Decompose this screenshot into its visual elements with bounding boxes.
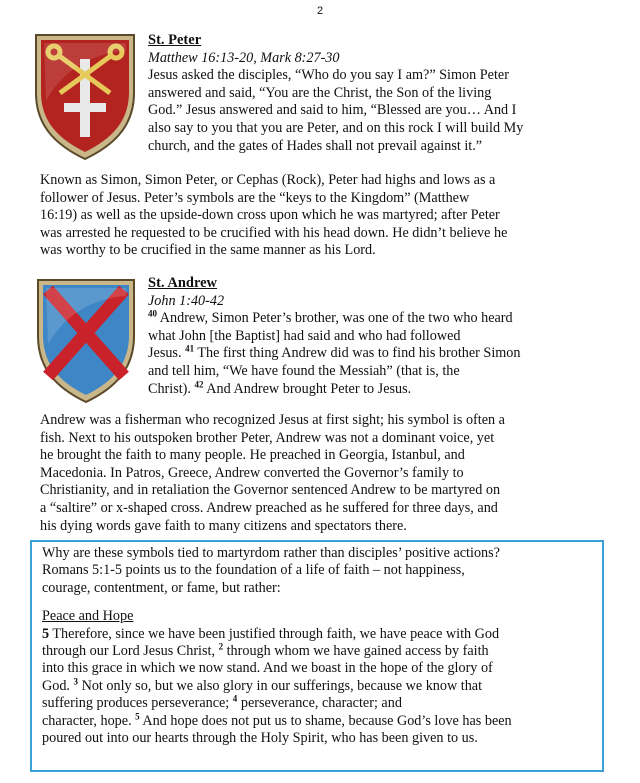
andrew-bio-line: fish. Next to his outspoken brother Peter, Andrew was not a dominant voice, yet (40, 429, 495, 446)
andrew-quote-line: and tell him, “We have found the Messiah” (that is, the (148, 362, 460, 379)
page-number: 2 (316, 5, 324, 17)
andrew-quote-line: what John [the Baptist] had said and who had followed (148, 327, 461, 344)
peter-quote-line: also say to you that you are Peter, and on this rock I will build My (148, 119, 524, 136)
romans-line: through our Lord Jesus Christ, $^2$ through whom we have gained access by faith (42, 641, 489, 660)
peter-quote-line: answered and said, “You are the Christ, the Son of the living (148, 84, 492, 101)
verse-number: 5 (42, 625, 50, 642)
verse-number: 42 (194, 378, 204, 389)
peter-bio-line: 16:19) as well as the upside-down cross upon which he was martyred; after Peter (40, 207, 500, 224)
andrew-bio-line: his dying words gave faith to many citizens and spectators there. (40, 517, 407, 534)
box-intro-line: courage, contentment, or fame, but rather: (42, 579, 281, 596)
peter-bio-line: was arrested he requested to be crucified with his head down. He didn’t believe he (40, 224, 508, 241)
peter-quote-line: Jesus asked the disciples, “Who do you say I am?” Simon Peter (148, 67, 509, 84)
romans-line: poured out into our hearts through the Holy Spirit, who has been given to us. (42, 730, 478, 747)
romans-line: character, hope. $^5$ And hope does not put us to shame, because God’s love has been (42, 710, 512, 729)
andrew-quote-line: $^{40}$ Andrew, Simon Peter’s brother, was one of the two who heard (148, 308, 513, 327)
peter-bio-line: Known as Simon, Simon Peter, or Cephas (Rock), Peter had highs and lows as a (40, 172, 496, 188)
verse-number: 5 (135, 710, 140, 721)
andrew-title: St. Andrew (148, 275, 218, 291)
romans-line: suffering produces perseverance; $^4$ perseverance, character; and (42, 693, 402, 712)
andrew-bio (40, 412, 626, 535)
romans-line: into this grace in which we now stand. And we boast in the hope of the glory of (42, 660, 493, 677)
box-subtitle: Peace and Hope (42, 608, 134, 625)
verse-number: 40 (148, 308, 157, 319)
box-intro-line: Why are these symbols tied to martyrdom rather than disciples’ positive actions? (42, 545, 500, 561)
peter-bio-line: was worthy to be crucified in the same manner as his Lord. (40, 242, 376, 259)
verse-number: 4 (232, 693, 238, 704)
peter-header (148, 32, 622, 155)
andrew-bio-line: Christianity, and in retaliation the Governor sentenced Andrew to be martyred on (40, 482, 501, 499)
andrew-bio-line: he brought the faith to many people. He preached in Georgia, Istanbul, and (40, 447, 465, 464)
peter-reference: Matthew 16:13-20, Mark 8:27-30 (148, 49, 340, 66)
st-andrew-shield-icon (34, 276, 138, 404)
peter-quote-line: church, and the gates of Hades shall not prevail against it.” (148, 137, 483, 154)
peter-title: St. Peter (148, 32, 202, 48)
peter-bio (40, 172, 626, 260)
andrew-bio-line: Andrew was a fisherman who recognized Jesus at first sight; his symbol is often a (40, 412, 505, 428)
peace-and-hope-box (30, 540, 604, 772)
romans-line: God. $^3$ Not only so, but we also glory in our sufferings, because we know that (42, 676, 483, 694)
romans-line: 5 Therefore, since we have been justified through faith, we have peace with God (42, 625, 500, 642)
verse-number: 41 (185, 343, 195, 354)
verse-number: 2 (218, 641, 224, 652)
andrew-header (148, 275, 622, 398)
andrew-quote-line: Jesus. $^{41}$ The first thing Andrew did was to find his brother Simon (148, 343, 521, 362)
verse-number: 3 (73, 676, 79, 687)
andrew-bio-line: a “saltire” or x-shaped cross. Andrew preached as he suffered for three days, and (40, 499, 498, 516)
st-peter-shield-icon (32, 31, 138, 161)
andrew-reference: John 1:40-42 (148, 292, 225, 309)
peter-bio-line: follower of Jesus. Peter’s symbols are the “keys to the Kingdom” (Matthew (40, 189, 470, 206)
andrew-quote-line: Christ). $^{42}$ And Andrew brought Peter to Jesus. (148, 378, 412, 397)
andrew-bio-line: Macedonia. In Patros, Greece, Andrew converted the Governor’s family to (40, 464, 464, 481)
box-intro-line: Romans 5:1-5 points us to the foundation of a life of faith – not happiness, (42, 562, 465, 579)
peter-quote-line: God.” Jesus answered and said to him, “Blessed are you… And I (148, 102, 517, 119)
